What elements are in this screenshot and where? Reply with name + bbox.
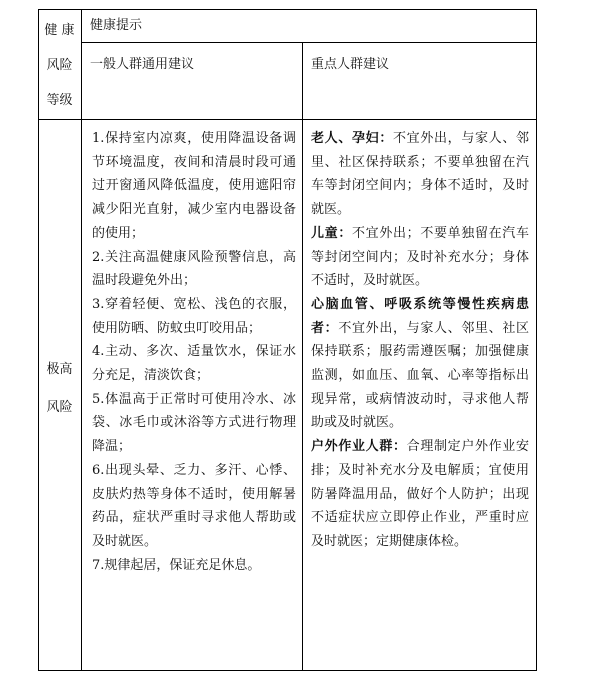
general-advice-item: 5.体温高于正常时可使用冷水、冰袋、冰毛巾或沐浴等方式进行物理降温； <box>92 391 296 455</box>
key-advice-item <box>311 127 529 222</box>
general-population-title: 一般人群通用建议 <box>90 57 195 72</box>
health-advice-table <box>38 9 537 671</box>
key-group-label: 户外作业人群： <box>311 439 407 455</box>
key-group-text: 不宜外出，与家人、邻里、社区保持联系；不要单独留在汽车等封闭空间内；身体不适时，及时就医。 <box>311 131 529 218</box>
general-advice-item: 7.规律起居，保证充足休息。 <box>92 557 261 573</box>
risk-level-header-line: 风险 <box>46 58 73 73</box>
risk-level-value <box>38 351 81 427</box>
table-border-right <box>536 9 537 671</box>
key-group-label: 老人、孕妇： <box>311 131 393 146</box>
key-advice-item <box>311 293 529 435</box>
general-advice-item: 2.关注高温健康风险预警信息，高温时段避免外出； <box>92 249 296 289</box>
general-advice-item: 4.主动、多次、适量饮水，保证水分充足，清淡饮食； <box>92 344 296 384</box>
key-group-label: 心脑血管、呼吸系统等慢性疾病患者： <box>311 296 529 336</box>
health-tips-title: 健康提示 <box>90 18 143 33</box>
general-advice-item: 3.穿着轻便、宽松、浅色的衣服，使用防晒、防蚊虫叮咬用品； <box>92 296 296 336</box>
general-advice-list <box>92 127 296 577</box>
risk-level-value-line: 极高 <box>46 362 73 377</box>
header-bottom-line <box>38 119 537 120</box>
key-population-title: 重点人群建议 <box>311 57 390 72</box>
key-group-label: 儿童： <box>311 225 352 241</box>
table-border-bottom <box>38 670 537 671</box>
table-border-top <box>38 9 537 10</box>
risk-level-header-line: 等级 <box>46 93 73 108</box>
key-advice-item <box>311 222 529 293</box>
key-advice-item <box>311 435 529 554</box>
key-group-text: 合理制定户外作业安排；及时补充水分及电解质；宜使用防暑降温用品，做好个人防护；出现不适症状应立即停止作业，严重时应及时就医；定期健康体检。 <box>311 439 529 549</box>
general-advice-item: 1.保持室内凉爽，使用降温设备调节环境温度，夜间和清晨时段可通过开窗通风降低温度，使用遮阳帘减少阳光直射，减少室内电器设备的使用； <box>92 131 296 241</box>
column-divider-groups <box>302 42 303 671</box>
header-subdivider <box>82 42 537 43</box>
risk-level-value-line: 风险 <box>46 400 73 415</box>
key-advice-list <box>311 127 529 554</box>
key-group-text: 不宜外出；不要单独留在汽车等封闭空间内；及时补充水分；身体不适时，及时就医。 <box>311 225 529 289</box>
general-advice-item: 6.出现头晕、乏力、多汗、心悸、皮肤灼热等身体不适时，使用解暑药品，症状严重时寻求他人帮助或及时就医。 <box>92 462 296 549</box>
risk-level-header <box>38 13 81 118</box>
key-group-text: 不宜外出，与家人、邻里、社区保持联系；服药需遵医嘱；加强健康监测，如血压、血氧、心率等指标出现异常，或病情波动时，寻求他人帮助或及时就医。 <box>311 320 529 431</box>
risk-level-header-line: 健 康 <box>44 23 75 38</box>
column-divider-level <box>81 9 82 671</box>
